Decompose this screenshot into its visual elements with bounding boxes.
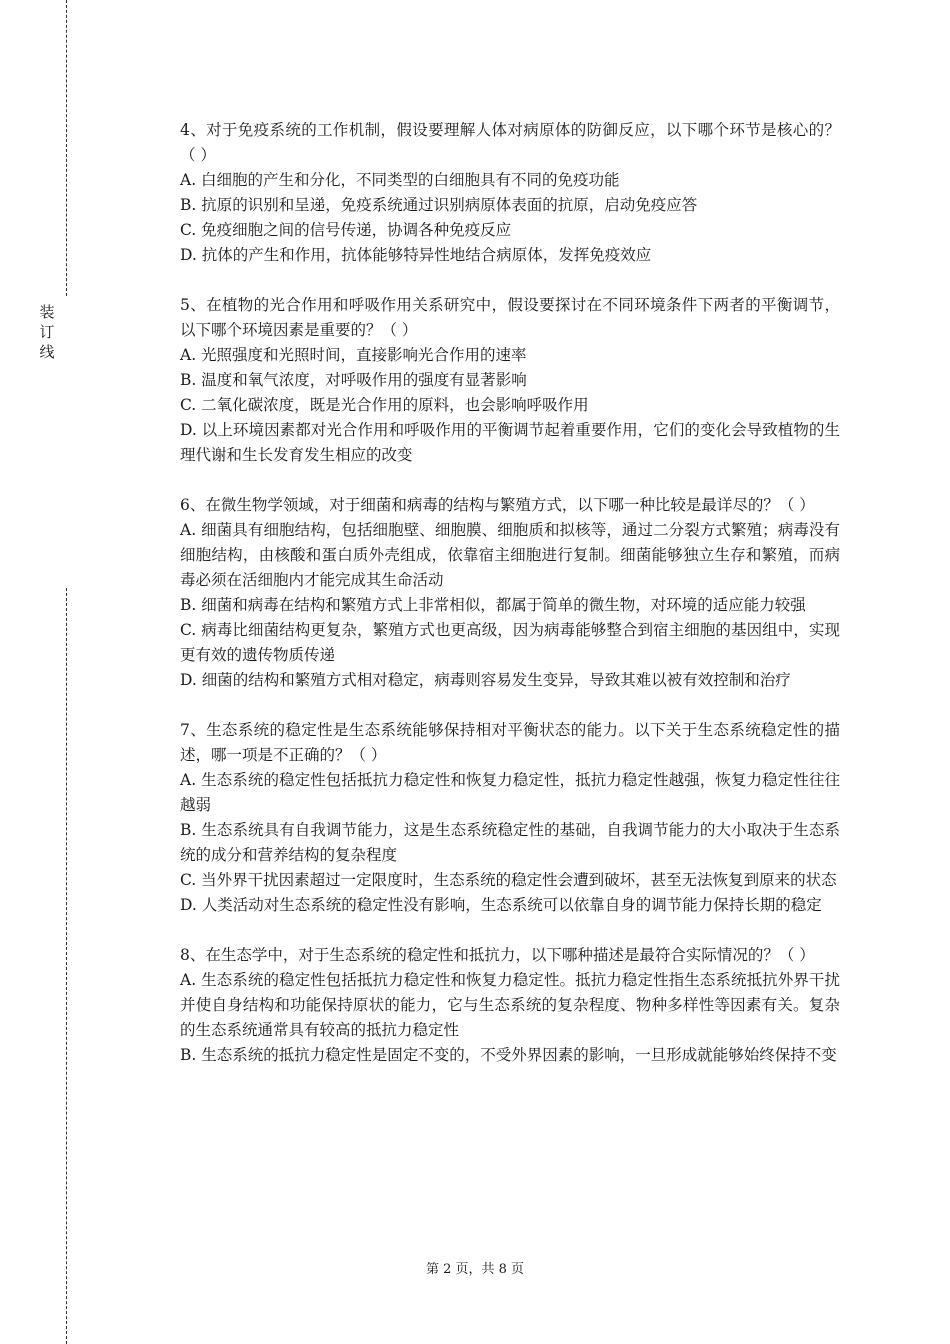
question-7 (180, 718, 840, 918)
question-list (180, 118, 840, 1093)
option-b: B. 细菌和病毒在结构和繁殖方式上非常相似，都属于简单的微生物，对环境的适应能力较强 (180, 596, 806, 614)
option-d: D. 抗体的产生和作用，抗体能够特异性地结合病原体，发挥免疫效应 (180, 246, 652, 264)
option-a: A. 生态系统的稳定性包括抵抗力稳定性和恢复力稳定性，抵抗力稳定性越强，恢复力稳定性往往越弱 (180, 771, 840, 814)
option-a: A. 生态系统的稳定性包括抵抗力稳定性和恢复力稳定性。抵抗力稳定性指生态系统抵抗外界干扰并使自身结构和功能保持原状的能力，它与生态系统的复杂程度、物种多样性等因素有关。复杂的生态系统通常具有较高的抵抗力稳定性 (180, 971, 840, 1039)
option-a: A. 光照强度和光照时间，直接影响光合作用的速率 (180, 346, 527, 364)
question-stem: 6、在微生物学领域，对于细菌和病毒的结构与繁殖方式，以下哪一种比较是最详尽的？（ ） (180, 496, 815, 514)
option-b: B. 生态系统的抵抗力稳定性是固定不变的，不受外界因素的影响，一旦形成就能够始终保持不变 (180, 1046, 837, 1064)
option-a: A. 白细胞的产生和分化，不同类型的白细胞具有不同的免疫功能 (180, 171, 620, 189)
question-8 (180, 943, 840, 1068)
binding-dashed-line-top (66, 0, 67, 296)
question-stem: 8、在生态学中，对于生态系统的稳定性和抵抗力，以下哪种描述是最符合实际情况的？（ ） (180, 946, 815, 964)
binding-char: 订 (39, 323, 55, 341)
question-stem: 7、生态系统的稳定性是生态系统能够保持相对平衡状态的能力。以下关于生态系统稳定性的描述，哪一项是不正确的？（ ） (180, 721, 840, 764)
question-6 (180, 493, 840, 693)
option-c: C. 二氧化碳浓度，既是光合作用的原料，也会影响呼吸作用 (180, 396, 589, 414)
option-d: D. 细菌的结构和繁殖方式相对稳定，病毒则容易发生变异，导致其难以被有效控制和治疗 (180, 671, 791, 689)
question-stem: 5、在植物的光合作用和呼吸作用关系研究中，假设要探讨在不同环境条件下两者的平衡调节，以下哪个环境因素是重要的？（ ） (180, 296, 840, 339)
binding-label (36, 302, 58, 362)
option-b: B. 温度和氧气浓度，对呼吸作用的强度有显著影响 (180, 371, 527, 389)
option-b: B. 生态系统具有自我调节能力，这是生态系统稳定性的基础，自我调节能力的大小取决于生态系统的成分和营养结构的复杂程度 (180, 821, 840, 864)
option-c: C. 免疫细胞之间的信号传递，协调各种免疫反应 (180, 221, 512, 239)
binding-dashed-line-bottom (66, 588, 67, 1344)
option-a: A. 细菌具有细胞结构，包括细胞壁、细胞膜、细胞质和拟核等，通过二分裂方式繁殖；病毒没有细胞结构，由核酸和蛋白质外壳组成，依靠宿主细胞进行复制。细菌能够独立生存和繁殖，而病毒必须在活细胞内才能完成其生命活动 (180, 521, 840, 589)
option-d: D. 人类活动对生态系统的稳定性没有影响，生态系统可以依靠自身的调节能力保持长期的稳定 (180, 896, 822, 914)
option-c: C. 病毒比细菌结构更复杂，繁殖方式也更高级，因为病毒能够整合到宿主细胞的基因组中，实现更有效的遗传物质传递 (180, 621, 840, 664)
question-4 (180, 118, 840, 268)
option-c: C. 当外界干扰因素超过一定限度时，生态系统的稳定性会遭到破坏，甚至无法恢复到原来的状态 (180, 871, 837, 889)
page-number: 第 2 页，共 8 页 (425, 1262, 525, 1277)
question-5 (180, 293, 840, 468)
binding-char: 线 (39, 343, 55, 361)
question-stem: 4、对于免疫系统的工作机制，假设要理解人体对病原体的防御反应，以下哪个环节是核心的？（ ） (180, 121, 840, 164)
option-d: D. 以上环境因素都对光合作用和呼吸作用的平衡调节起着重要作用，它们的变化会导致植物的生理代谢和生长发育发生相应的改变 (180, 421, 840, 464)
binding-char: 装 (39, 303, 55, 321)
option-b: B. 抗原的识别和呈递，免疫系统通过识别病原体表面的抗原，启动免疫应答 (180, 196, 698, 214)
